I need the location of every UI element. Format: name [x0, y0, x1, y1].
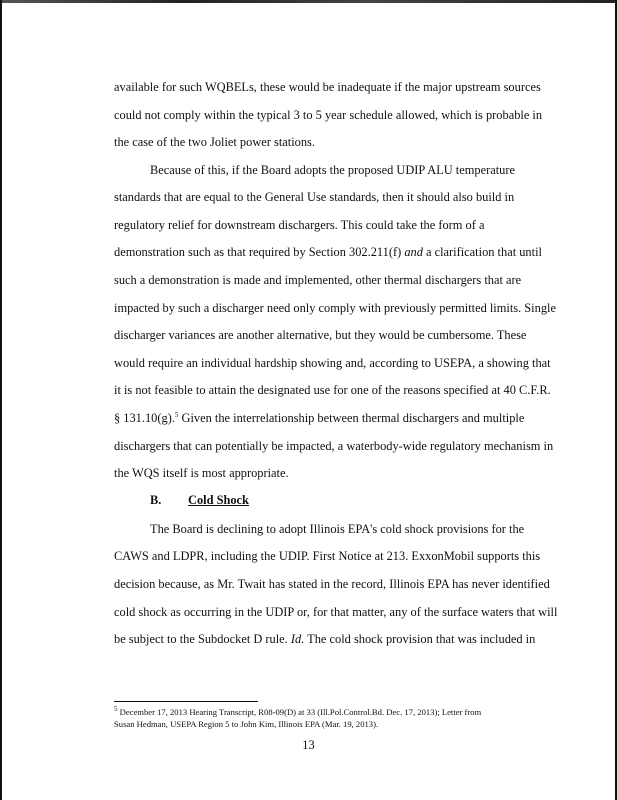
body-line — [114, 244, 542, 260]
body-line: standards that are equal to the General Use standards, then it should also build in — [114, 190, 515, 204]
footnote-line: Susan Hedman, USEPA Region 5 to John Kim, Illinois EPA (Mar. 19, 2013). — [114, 719, 379, 729]
emphasis-text: and — [404, 245, 423, 259]
footnote-divider — [114, 701, 258, 702]
body-line: Because of this, if the Board adopts the proposed UDIP ALU temperature — [150, 163, 515, 177]
body-line: cold shock as occurring in the UDIP or, for that matter, any of the surface waters that will — [114, 605, 558, 619]
body-text: a clarification that until — [422, 245, 542, 259]
footnote-reference: 5 — [174, 410, 179, 419]
body-line: discharger variances are another alternative, but they would be cumbersome. These — [114, 328, 527, 342]
citation-text: § 131.10(g). — [114, 411, 175, 425]
footnote-text: December 17, 2013 Hearing Transcript, R08-09(D) at 33 (Ill.Pol.Control.Bd. Dec. 17, 2013); Letter from — [117, 707, 482, 717]
body-line: would require an individual hardship showing and, according to USEPA, a showing that — [114, 356, 551, 370]
body-text: Given the interrelationship between thermal dischargers and multiple — [178, 411, 525, 425]
body-line: dischargers that can potentially be impacted, a waterbody-wide regulatory mechanism in — [114, 439, 554, 453]
section-letter: B. — [150, 493, 162, 507]
body-line: impacted by such a discharger need only comply with previously permitted limits. Single — [114, 301, 556, 315]
body-line: CAWS and LDPR, including the UDIP. First Notice at 213. ExxonMobil supports this — [114, 549, 541, 563]
body-line: decision because, as Mr. Twait has stated in the record, Illinois EPA has never identified — [114, 577, 550, 591]
body-line: The Board is declining to adopt Illinois EPA's cold shock provisions for the — [150, 522, 525, 536]
body-line: such a demonstration is made and implemented, other thermal dischargers that are — [114, 273, 522, 287]
emphasis-text: Id. — [290, 632, 305, 646]
body-text: demonstration such as that required by Section 302.211(f) — [114, 245, 405, 259]
footnote-marker: 5 — [114, 705, 118, 714]
footnote-line — [114, 706, 481, 718]
body-line: the WQS itself is most appropriate. — [114, 466, 289, 480]
body-text: be subject to the Subdocket D rule. — [114, 632, 291, 646]
body-line: regulatory relief for downstream dischargers. This could take the form of a — [114, 218, 485, 232]
body-text: The cold shock provision that was included in — [304, 632, 536, 646]
scan-left-edge — [0, 0, 2, 800]
body-line: the case of the two Joliet power stations. — [114, 135, 315, 149]
scan-top-edge — [0, 0, 617, 3]
section-title: Cold Shock — [188, 493, 249, 507]
body-line — [114, 410, 524, 426]
body-line: could not comply within the typical 3 to 5 year schedule allowed, which is probable in — [114, 108, 543, 122]
page-number: 13 — [302, 738, 315, 752]
body-line: it is not feasible to attain the designated use for one of the reasons specified at 40 C.F.R. — [114, 383, 551, 397]
body-line — [114, 631, 535, 647]
body-line: available for such WQBELs, these would be inadequate if the major upstream sources — [114, 80, 541, 94]
